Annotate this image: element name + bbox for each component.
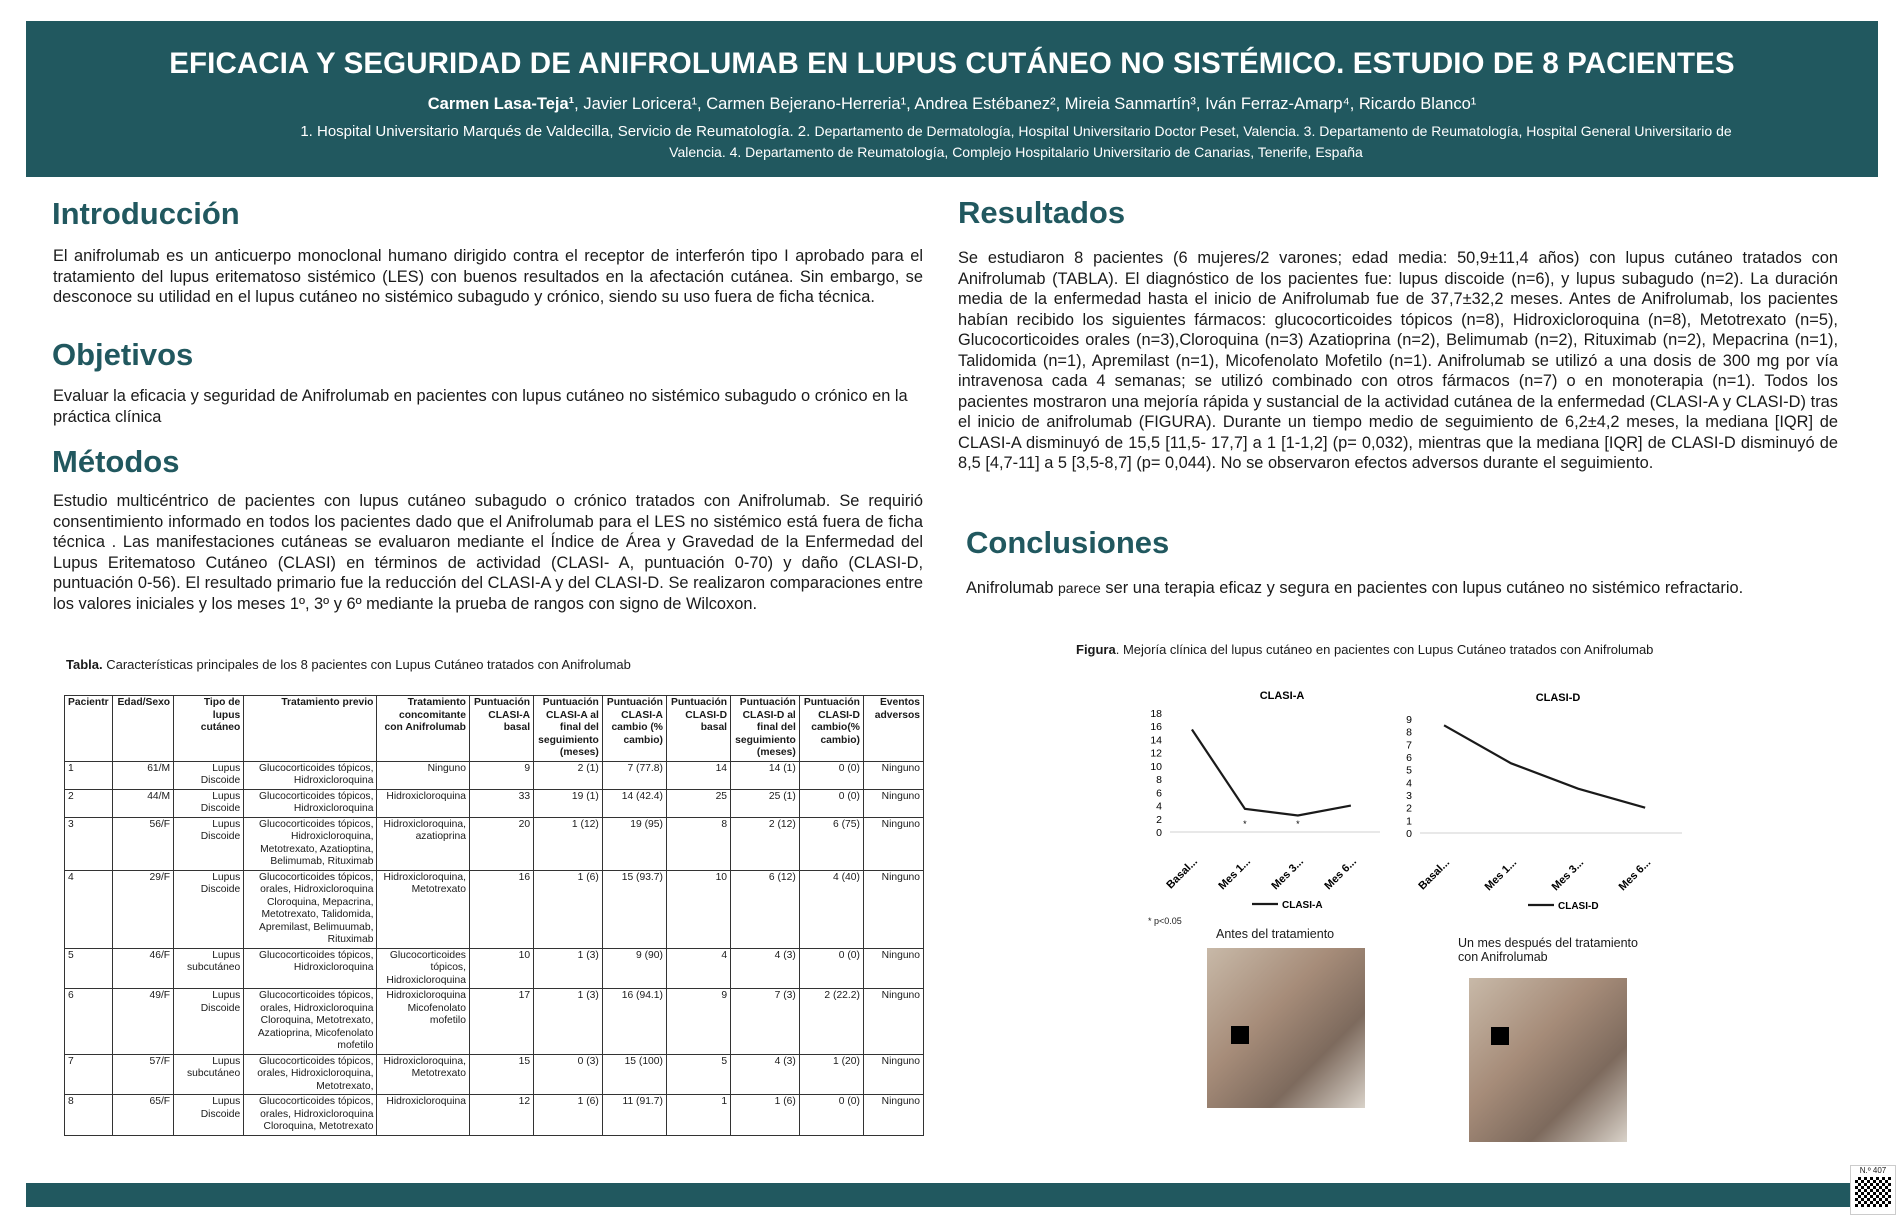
table-cell: 7 (77.8) (602, 761, 666, 789)
x-tick-label: Mes 6... (1322, 855, 1359, 893)
table-row (65, 761, 924, 789)
y-tick-label: 2 (1156, 813, 1162, 826)
table-caption-label: Tabla. (66, 657, 103, 672)
col-patient: Pacientr (65, 696, 113, 762)
table-cell: Lupus Discoide (174, 761, 244, 789)
chart-title: CLASI-D (1535, 692, 1581, 704)
table-cell: 4 (65, 870, 113, 948)
table-cell: 19 (95) (602, 817, 666, 870)
patients-table (64, 695, 924, 1136)
table-header-row (65, 696, 924, 762)
qr-badge[interactable] (1850, 1165, 1896, 1215)
col-clasi-d-change: Puntuación CLASI-D cambio(% cambio) (799, 696, 863, 762)
table-cell: Ninguno (863, 1095, 923, 1136)
table-cell: 3 (65, 817, 113, 870)
table-cell: 61/M (113, 761, 174, 789)
footer-bar (26, 1183, 1878, 1207)
table-cell: Glucocorticoides tópicos, orales, Hidroxicloroquina Cloroquina, Metotrexato, Azatioprina, Micofenolato mofetilo (244, 989, 377, 1055)
affiliations (226, 121, 1806, 163)
table-cell: Ninguno (863, 989, 923, 1055)
clasi-a-chart (1130, 685, 1390, 915)
col-lupus-type: Tipo de lupus cutáneo (174, 696, 244, 762)
conclusion-part-1: Anifrolumab (966, 579, 1059, 597)
x-tick-label: Mes 1... (1482, 856, 1520, 894)
privacy-bar (1231, 1026, 1249, 1044)
table-cell: 15 (469, 1054, 533, 1095)
table-row (65, 948, 924, 989)
table-cell: Glucocorticoides tópicos, Hidroxicloroquina, Metotrexato, Azatioptina, Belimumab, Rituximab (244, 817, 377, 870)
table-cell: 2 (1) (534, 761, 603, 789)
table-cell: Glucocorticoides tópicos, Hidroxicloroquina (377, 948, 470, 989)
table-cell: 1 (65, 761, 113, 789)
table-cell: Glucocorticoides tópicos, Hidroxicloroquina (244, 789, 377, 817)
table-cell: 0 (0) (799, 789, 863, 817)
objetivos-heading: Objetivos (52, 337, 194, 372)
table-cell: 15 (100) (602, 1054, 666, 1095)
y-tick-label: 18 (1150, 708, 1162, 720)
table-cell: 1 (6) (534, 870, 603, 948)
table-cell: Glucocorticoides tópicos, Hidroxicloroquina (244, 761, 377, 789)
x-tick-label: Mes 3... (1269, 855, 1307, 893)
table-cell: Ninguno (863, 1054, 923, 1095)
table-row (65, 1054, 924, 1095)
figure-caption (1076, 642, 1653, 657)
x-tick-label: Basal... (1416, 856, 1453, 893)
y-tick-label: 0 (1406, 828, 1412, 840)
table-cell: 25 (666, 789, 730, 817)
table-cell: 10 (666, 870, 730, 948)
y-tick-label: 4 (1156, 800, 1162, 813)
qr-code-icon (1855, 1177, 1891, 1207)
table-cell: Glucocorticoides tópicos, Hidroxicloroquina (244, 948, 377, 989)
table-cell: 6 (65, 989, 113, 1055)
table-cell: 1 (3) (534, 948, 603, 989)
col-previous-treatment: Tratamiento previo (244, 696, 377, 762)
y-tick-label: 8 (1156, 774, 1162, 787)
first-author: Carmen Lasa-Teja¹ (427, 95, 575, 113)
table-cell: 16 (469, 870, 533, 948)
table-cell: 4 (3) (731, 1054, 800, 1095)
table-cell: Ninguno (863, 789, 923, 817)
table-cell: Hidroxicloroquina (377, 1095, 470, 1136)
intro-heading: Introducción (52, 196, 240, 231)
metodos-text: Estudio multicéntrico de pacientes con lupus cutáneo subagudo o crónico tratados con Anifrolumab. Se requirió consentimiento informado en todos los pacientes dado que el Anifrolumab para el LES no sistémico está fuera de ficha técnica . Las manifestaciones cutáneas se evaluaron mediante el Índice de Área y Gravedad de la Enfermedad del Lupus Eritematoso Cutáneo (CLASI) en términos de actividad (CLASI- A, puntuación 0-70) y daño (CLASI-D, puntuación 0-56). El resultado primario fue la reducción del CLASI-A y del CLASI-D. Se realizaron comparaciones entre los valores iniciales y los meses 1º, 3º y 6º mediante la prueba de rangos con signo de Wilcoxon. (53, 492, 923, 613)
table-cell: Hidroxicloroquina, azatioprina (377, 817, 470, 870)
table-cell: 9 (666, 989, 730, 1055)
table-cell: 1 (666, 1095, 730, 1136)
table-cell: 1 (6) (534, 1095, 603, 1136)
table-cell: 16 (94.1) (602, 989, 666, 1055)
table-cell: 4 (3) (731, 948, 800, 989)
table-cell: Hidroxicloroquina (377, 789, 470, 817)
table-cell: 1 (3) (534, 989, 603, 1055)
resultados-heading: Resultados (958, 195, 1126, 230)
table-cell: Hidroxicloroquina Micofenolato mofetilo (377, 989, 470, 1055)
y-tick-label: 9 (1406, 714, 1412, 726)
table-cell: 2 (65, 789, 113, 817)
table-cell: 7 (65, 1054, 113, 1095)
y-tick-label: 8 (1406, 726, 1412, 739)
resultados-text: Se estudiaron 8 pacientes (6 mujeres/2 varones; edad media: 50,9±11,4 años) con lupus cutáneo tratados con Anifrolumab (TABLA). El diagnóstico de los pacientes fue: lupus discoide (n=6), y lupus subagudo (n=2). La duración media de la enfermedad hasta el inicio de Anifrolumab fue de 37,7±32,2 meses. Antes de Anifrolumab, los pacientes habían recibido los siguientes fármacos: glucocorticoides tópicos (n=8), Hidroxicloroquina (n=8), Metotrexato (n=5), Glucocorticoides orales (n=3),Cloroquina (n=3) Azatioprina (n=2), Belimumab (n=2), Rituximab (n=2), Mepacrina (n=1), Talidomida (n=1), Apremilast (n=1), Micofenolato Mofetilo (n=1). Anifrolumab se utilizó a una dosis de 300 mg por vía intravenosa cada 4 semanas; se utilizó combinado con otros fármacos (n=7) o en monoterapia (n=1). Todos los pacientes mostraron una mejoría rápida y sustancial de la actividad cutánea de la enfermedad (CLASI-A y CLASI-D) tras el inicio de anifrolumab (FIGURA). Durante un tiempo medio de seguimiento de 6,2±4,2 meses, la mediana [IQR] de CLASI-A disminuyó de 15,5 [11,5- 17,7] a 1 [1-1,2] (p= 0,032), mientras que la mediana [IQR] de CLASI-D disminuyó de 8,5 [4,7-11] a 5 [3,5-8,7] (p= 0,044). No se observaron efectos adversos durante el seguimiento. (958, 249, 1838, 472)
table-cell: 11 (91.7) (602, 1095, 666, 1136)
table-cell: 9 (469, 761, 533, 789)
col-clasi-a-change: Puntuación CLASI-A cambio (% cambio) (602, 696, 666, 762)
y-tick-label: 14 (1150, 734, 1162, 747)
series-line (1192, 730, 1351, 816)
table-cell: Lupus Discoide (174, 989, 244, 1055)
y-tick-label: 1 (1406, 815, 1412, 828)
table-cell: 49/F (113, 989, 174, 1055)
y-tick-label: 2 (1406, 802, 1412, 815)
figure-caption-text: . Mejoría clínica del lupus cutáneo en pacientes con Lupus Cutáneo tratados con Anifrolumab (1115, 642, 1654, 657)
table-cell: Ninguno (863, 948, 923, 989)
col-concomitant: Tratamiento concomitante con Anifrolumab (377, 696, 470, 762)
table-cell: Glucocorticoides tópicos, orales, Hidroxicloroquina Cloroquina, Mepacrina, Metotrexato, Talidomida, Apremilast, Belimuumab, Rituximab (244, 870, 377, 948)
table-cell: Glucocorticoides tópicos, orales, Hidroxicloroquina, Metotrexato, (244, 1054, 377, 1095)
table-cell: 33 (469, 789, 533, 817)
table-cell: 29/F (113, 870, 174, 948)
table-cell: 1 (12) (534, 817, 603, 870)
y-tick-label: 6 (1156, 787, 1162, 800)
significance-footnote: * p<0.05 (1148, 916, 1182, 926)
table-cell: 8 (666, 817, 730, 870)
conclusion-part-2: parece (1058, 580, 1101, 596)
other-authors: , Javier Loricera¹, Carmen Bejerano-Herreria¹, Andrea Estébanez², Mireia Sanmartín³, Iván Ferraz-Amarp⁴, Ricardo Blanco¹ (574, 95, 1477, 113)
y-tick-label: 4 (1406, 777, 1412, 790)
table-cell: 20 (469, 817, 533, 870)
table-caption (66, 657, 631, 672)
metodos-heading: Métodos (52, 444, 180, 479)
photo-before-label: Antes del tratamiento (1216, 927, 1335, 941)
table-cell: 14 (1) (731, 761, 800, 789)
figure-caption-label: Figura (1076, 642, 1116, 657)
x-tick-label: Mes 1... (1216, 855, 1254, 893)
affiliation-main: 1. Hospital Universitario Marqués de Valdecilla, Servicio de Reumatología. 2. (300, 123, 815, 140)
table-cell: Ninguno (863, 817, 923, 870)
col-adverse-events: Eventos adversos (863, 696, 923, 762)
table-cell: 46/F (113, 948, 174, 989)
table-caption-text: Características principales de los 8 pacientes con Lupus Cutáneo tratados con Anifrolumab (102, 657, 631, 672)
y-tick-label: 7 (1406, 739, 1412, 752)
table-cell: 15 (93.7) (602, 870, 666, 948)
photo-before-treatment (1207, 948, 1365, 1108)
header-banner (26, 21, 1878, 177)
x-tick-label: Basal... (1164, 855, 1201, 892)
table-cell: Glucocorticoides tópicos, orales, Hidroxicloroquina Cloroquina, Metotrexato (244, 1095, 377, 1136)
col-clasi-d-final: Puntuación CLASI-D al final del seguimiento (meses) (731, 696, 800, 762)
y-tick-label: 0 (1156, 827, 1162, 839)
y-tick-label: 6 (1406, 752, 1412, 764)
table-cell: 1 (20) (799, 1054, 863, 1095)
table-row (65, 789, 924, 817)
privacy-bar (1491, 1027, 1509, 1045)
table-cell: 0 (0) (799, 1095, 863, 1136)
y-tick-label: 12 (1150, 747, 1162, 760)
objetivos-text: Evaluar la eficacia y seguridad de Anifrolumab en pacientes con lupus cutáneo no sistémico subagudo o crónico en la práctica clínica (53, 387, 908, 426)
photo-after-treatment (1469, 978, 1627, 1142)
table-cell: 2 (12) (731, 817, 800, 870)
x-tick-label: Mes 6... (1616, 856, 1654, 894)
table-cell: Lupus subcutáneo (174, 1054, 244, 1095)
table-cell: Hidroxicloroquina, Metotrexato (377, 1054, 470, 1095)
affiliation-rest: Departamento de Dermatología, Hospital Universitario Doctor Peset, Valencia. 3. Departamento de Reumatología, Hospital General Universitario de (814, 123, 1732, 139)
table-cell: 17 (469, 989, 533, 1055)
table-cell: Lupus Discoide (174, 789, 244, 817)
legend-label: CLASI-A (1282, 900, 1323, 911)
photo-after-label: Un mes después del tratamiento con Anifrolumab (1458, 936, 1638, 964)
table-cell: 57/F (113, 1054, 174, 1095)
y-tick-label: 3 (1406, 790, 1412, 802)
affiliation-line-2: Valencia. 4. Departamento de Reumatología, Complejo Hospitalario Universitario de Canarias, Tenerife, España (669, 144, 1363, 160)
conclusiones-text (966, 578, 1846, 599)
intro-text: El anifrolumab es un anticuerpo monoclonal humano dirigido contra el receptor de interferón tipo I aprobado para el tratamiento del lupus eritematoso sistémico (LES) con buenos resultados en la afectación cutánea. Sin embargo, se desconoce su utilidad en el lupus cutáneo no sistémico subagudo y crónico, siendo su uso fuera de ficha técnica. (53, 247, 923, 306)
table-cell: 4 (40) (799, 870, 863, 948)
table-cell: 5 (65, 948, 113, 989)
table-cell: 44/M (113, 789, 174, 817)
table-cell: 25 (1) (731, 789, 800, 817)
table-cell: 10 (469, 948, 533, 989)
table-cell: 5 (666, 1054, 730, 1095)
table-row (65, 989, 924, 1055)
table-row (65, 870, 924, 948)
y-tick-label: 10 (1150, 760, 1162, 773)
table-cell: Lupus subcutáneo (174, 948, 244, 989)
table-cell: 4 (666, 948, 730, 989)
col-clasi-a-final: Puntuación CLASI-A al final del seguimiento (meses) (534, 696, 603, 762)
table-cell: 8 (65, 1095, 113, 1136)
table-cell: Ninguno (863, 870, 923, 948)
poster-title: EFICACIA Y SEGURIDAD DE ANIFROLUMAB EN LUPUS CUTÁNEO NO SISTÉMICO. ESTUDIO DE 8 PACIENTES (169, 47, 1735, 80)
table-cell: Hidroxicloroquina, Metotrexato (377, 870, 470, 948)
table-cell: 6 (75) (799, 817, 863, 870)
table-cell: Lupus Discoide (174, 870, 244, 948)
table-row (65, 1095, 924, 1136)
table-cell: 56/F (113, 817, 174, 870)
x-tick-label: Mes 3... (1549, 856, 1587, 894)
table-cell: 2 (22.2) (799, 989, 863, 1055)
table-cell: 0 (3) (534, 1054, 603, 1095)
col-clasi-a-basal: Puntuación CLASI-A basal (469, 696, 533, 762)
table-cell: Lupus Discoide (174, 1095, 244, 1136)
significance-marker: * (1296, 819, 1300, 829)
table-cell: Lupus Discoide (174, 817, 244, 870)
conclusion-part-3: ser una terapia eficaz y segura en pacientes con lupus cutáneo no sistémico refractario. (1100, 579, 1744, 597)
author-list (26, 95, 1878, 114)
table-row (65, 817, 924, 870)
table-cell: 6 (12) (731, 870, 800, 948)
table-cell: 14 (42.4) (602, 789, 666, 817)
significance-marker: * (1243, 819, 1247, 829)
table-cell: 65/F (113, 1095, 174, 1136)
table-cell: 14 (666, 761, 730, 789)
y-tick-label: 5 (1406, 764, 1412, 777)
clasi-d-chart (1400, 687, 1690, 915)
table-cell: Ninguno (377, 761, 470, 789)
table-cell: 19 (1) (534, 789, 603, 817)
table-cell: 0 (0) (799, 761, 863, 789)
table-cell: 7 (3) (731, 989, 800, 1055)
table-cell: Ninguno (863, 761, 923, 789)
chart-title: CLASI-A (1259, 690, 1305, 702)
poster-number: N.º 407 (1859, 1166, 1887, 1175)
table-cell: 12 (469, 1095, 533, 1136)
series-line (1444, 725, 1645, 807)
col-age-sex: Edad/Sexo (113, 696, 174, 762)
table-cell: 9 (90) (602, 948, 666, 989)
table-cell: 0 (0) (799, 948, 863, 989)
y-tick-label: 16 (1150, 721, 1162, 734)
conclusiones-heading: Conclusiones (966, 525, 1170, 560)
table-cell: 1 (6) (731, 1095, 800, 1136)
col-clasi-d-basal: Puntuación CLASI-D basal (666, 696, 730, 762)
legend-label: CLASI-D (1558, 901, 1599, 912)
